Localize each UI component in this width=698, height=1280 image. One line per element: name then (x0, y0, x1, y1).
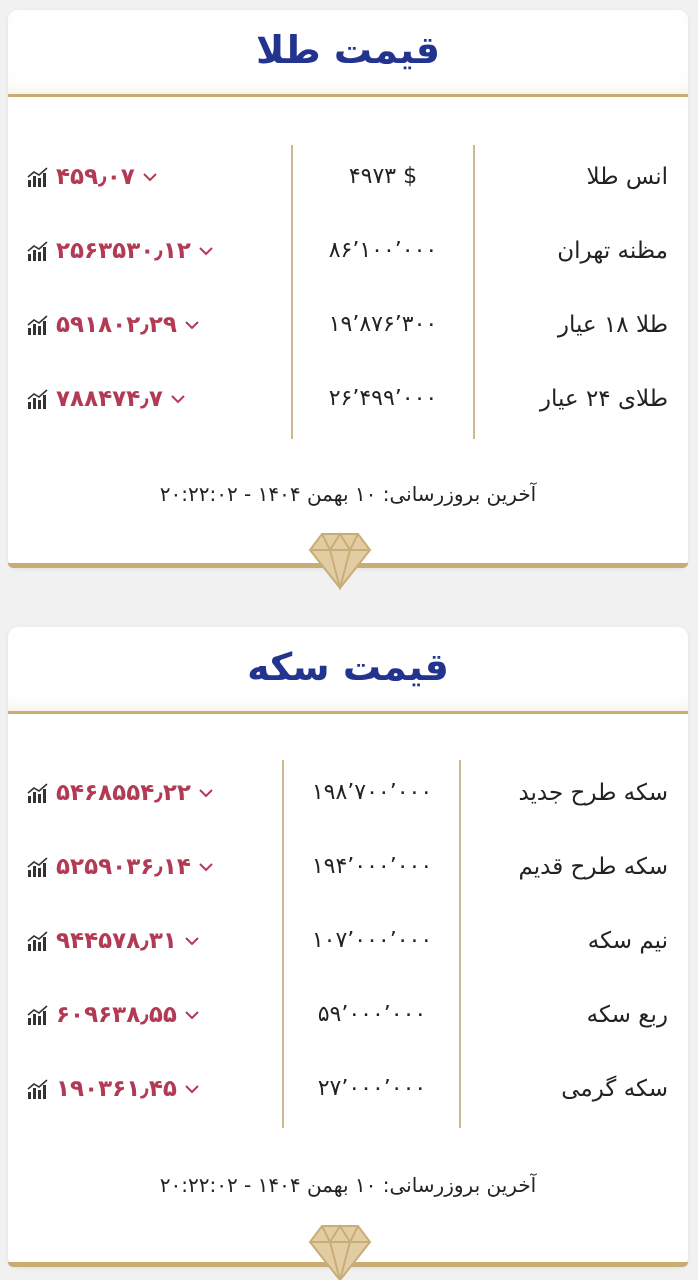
header-divider (8, 94, 688, 97)
bar-chart-icon[interactable] (26, 313, 50, 337)
change-value: ۴۵۹٫۰۷ (56, 164, 135, 190)
row-label: ربع سکه (586, 1002, 668, 1028)
coin-card-title: قیمت سکه (247, 645, 449, 689)
chevron-down-icon (183, 1080, 201, 1098)
row-label: انس طلا (586, 164, 668, 190)
chevron-down-icon (197, 784, 215, 802)
row-price: ۸۶٬۱۰۰٬۰۰۰ (328, 238, 438, 263)
coin-price-card (8, 627, 688, 1267)
row-change (26, 854, 215, 880)
table-row (8, 776, 688, 816)
bar-chart-icon[interactable] (26, 1003, 50, 1027)
row-label: سکه طرح قدیم (518, 854, 668, 880)
row-change (26, 1002, 201, 1028)
row-price: ۲۷٬۰۰۰٬۰۰۰ (317, 1076, 427, 1101)
row-change (26, 386, 187, 412)
bar-chart-icon[interactable] (26, 387, 50, 411)
row-label: طلای ۲۴ عیار (539, 386, 668, 412)
chevron-down-icon (197, 858, 215, 876)
row-price: ۱۹۴٬۰۰۰٬۰۰۰ (311, 854, 433, 879)
table-row (8, 160, 688, 200)
table-row (8, 234, 688, 274)
change-value: ۹۴۴۵۷۸٫۳۱ (56, 928, 177, 954)
row-change (26, 1076, 201, 1102)
last-updated: آخرین بروزرسانی: ۱۰ بهمن ۱۴۰۴ - ۲۰:۲۲:۰۲ (159, 1173, 537, 1197)
chevron-down-icon (183, 1006, 201, 1024)
last-updated: آخرین بروزرسانی: ۱۰ بهمن ۱۴۰۴ - ۲۰:۲۲:۰۲ (159, 482, 537, 506)
chevron-down-icon (183, 316, 201, 334)
coin-card-header (8, 627, 688, 713)
table-row (8, 1072, 688, 1112)
bar-chart-icon[interactable] (26, 855, 50, 879)
chevron-down-icon (141, 168, 159, 186)
chevron-down-icon (183, 932, 201, 950)
bar-chart-icon[interactable] (26, 165, 50, 189)
table-row (8, 924, 688, 964)
row-label: سکه طرح جدید (518, 780, 668, 806)
diamond-icon (308, 530, 372, 590)
gold-price-card (8, 10, 688, 568)
bar-chart-icon[interactable] (26, 1077, 50, 1101)
row-price: ۵۹٬۰۰۰٬۰۰۰ (317, 1002, 427, 1027)
table-row (8, 998, 688, 1038)
row-change (26, 928, 201, 954)
row-price: ۱۰۷٬۰۰۰٬۰۰۰ (311, 928, 433, 953)
row-change (26, 312, 201, 338)
header-divider (8, 711, 688, 714)
gold-card-header (8, 10, 688, 96)
row-change (26, 164, 159, 190)
change-value: ۶۰۹۶۳۸٫۵۵ (56, 1002, 177, 1028)
diamond-icon (308, 1222, 372, 1280)
change-value: ۵۲۵۹۰۳۶٫۱۴ (56, 854, 191, 880)
bar-chart-icon[interactable] (26, 929, 50, 953)
chevron-down-icon (169, 390, 187, 408)
row-change (26, 238, 215, 264)
row-price: ۴۹۷۳ $ (348, 164, 418, 189)
row-price: ۱۹٬۸۷۶٬۳۰۰ (328, 312, 438, 337)
row-price: ۲۶٬۴۹۹٬۰۰۰ (328, 386, 438, 411)
change-value: ۷۸۸۴۷۴٫۷ (56, 386, 163, 412)
gold-card-title: قیمت طلا (256, 28, 440, 72)
bar-chart-icon[interactable] (26, 781, 50, 805)
row-label: نیم سکه (587, 928, 668, 954)
bar-chart-icon[interactable] (26, 239, 50, 263)
row-change (26, 780, 215, 806)
change-value: ۱۹۰۳۶۱٫۴۵ (56, 1076, 177, 1102)
row-price: ۱۹۸٬۷۰۰٬۰۰۰ (311, 780, 433, 805)
chevron-down-icon (197, 242, 215, 260)
row-label: سکه گرمی (561, 1076, 668, 1102)
table-row (8, 382, 688, 422)
row-label: مظنه تهران (557, 238, 668, 264)
table-row (8, 850, 688, 890)
change-value: ۵۹۱۸۰۲٫۲۹ (56, 312, 177, 338)
row-label: طلا ۱۸ عیار (557, 312, 668, 338)
table-row (8, 308, 688, 348)
change-value: ۲۵۶۳۵۳۰٫۱۲ (56, 238, 191, 264)
change-value: ۵۴۶۸۵۵۴٫۲۲ (56, 780, 191, 806)
